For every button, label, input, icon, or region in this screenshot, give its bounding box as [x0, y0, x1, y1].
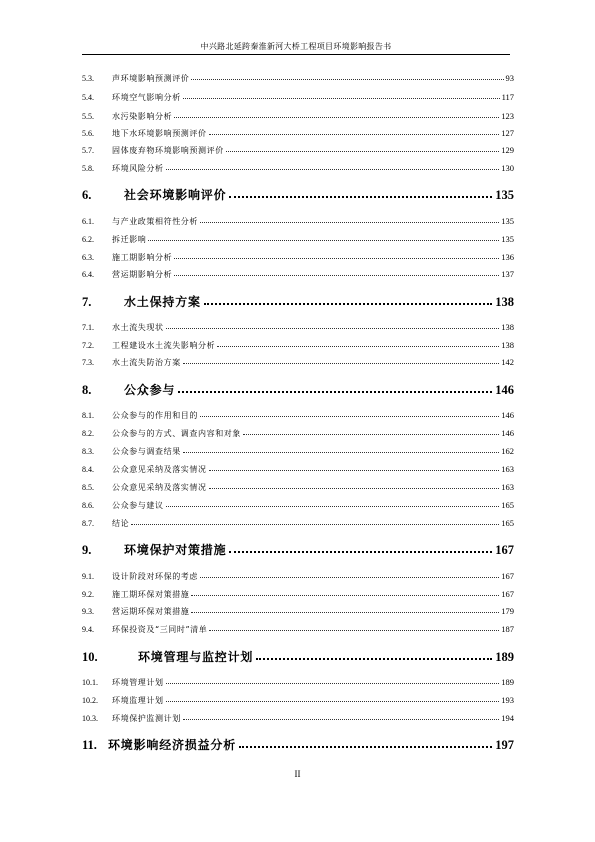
toc-entry-title: 施工期影响分析: [112, 253, 173, 262]
toc-entry-page: 165: [501, 500, 514, 510]
toc-entry-number: 6.1.: [82, 217, 94, 226]
toc-entry-number: 7.1.: [82, 323, 94, 332]
toc-entry[interactable]: [82, 500, 514, 511]
toc-entry-title: 拆迁影响: [112, 235, 147, 244]
toc-entry-number: 10.2.: [82, 696, 98, 705]
toc-entry-page: 163: [501, 464, 514, 474]
toc-chapter-title: 公众参与: [124, 383, 176, 397]
dot-leader: [191, 79, 503, 80]
toc-entry-page: 123: [501, 111, 514, 121]
toc-entry-number: 5.3.: [82, 74, 94, 83]
toc-entry-page: 194: [501, 713, 514, 723]
toc-entry-title: 公众参与调查结果: [112, 447, 181, 456]
dot-leader: [243, 434, 499, 435]
toc-chapter-page: 167: [495, 543, 514, 557]
toc-entry-number: 6.4.: [82, 270, 94, 279]
toc-entry-title: 公众参与的作用和目的: [112, 411, 198, 420]
toc-entry-page: 137: [501, 269, 514, 279]
toc-entry[interactable]: [82, 713, 514, 724]
toc-chapter-number: 10.: [82, 650, 98, 664]
dot-leader: [183, 98, 500, 99]
dot-leader: [174, 258, 499, 259]
toc-entry-page: 162: [501, 446, 514, 456]
dot-leader: [229, 196, 492, 198]
toc-chapter-number: 6.: [82, 188, 92, 202]
dot-leader: [200, 222, 499, 223]
toc-entry-number: 9.2.: [82, 590, 94, 599]
toc-chapter-page: 146: [495, 383, 514, 397]
toc-entry-number: 5.7.: [82, 146, 94, 155]
toc-entry-page: 130: [501, 163, 514, 173]
dot-leader: [209, 630, 499, 631]
toc-chapter-number: 8.: [82, 383, 92, 397]
dot-leader: [200, 577, 499, 578]
toc-entry[interactable]: [82, 606, 514, 617]
toc-entry-number: 8.7.: [82, 519, 94, 528]
toc-entry-page: 129: [501, 145, 514, 155]
dot-leader: [209, 470, 500, 471]
dot-leader: [191, 612, 499, 613]
dot-leader: [183, 719, 499, 720]
toc-chapter-title: 环境管理与监控计划: [138, 650, 254, 664]
dot-leader: [183, 452, 499, 453]
toc-entry-page: 189: [501, 677, 514, 687]
toc-entry[interactable]: [82, 111, 514, 122]
toc-entry-title: 声环境影响预测评价: [112, 74, 190, 83]
toc-entry-page: 135: [501, 234, 514, 244]
toc-chapter-page: 189: [495, 650, 514, 664]
dot-leader: [191, 595, 499, 596]
dot-leader: [166, 701, 500, 702]
toc-chapter[interactable]: [82, 648, 514, 665]
toc-entry[interactable]: [82, 677, 514, 688]
toc-entry[interactable]: [82, 410, 514, 421]
toc-entry-title: 固体废弃物环境影响预测评价: [112, 146, 224, 155]
toc-chapter-title: 社会环境影响评价: [124, 188, 227, 202]
toc-entry-number: 5.8.: [82, 164, 94, 173]
header-divider: [82, 54, 510, 55]
page-number: II: [294, 769, 301, 779]
toc-entry[interactable]: [82, 128, 514, 139]
dot-leader: [166, 506, 500, 507]
toc-entry-title: 施工期环保对策措施: [112, 590, 190, 599]
toc-entry[interactable]: [82, 518, 514, 529]
toc-entry-number: 9.1.: [82, 572, 94, 581]
toc-entry-number: 9.3.: [82, 607, 94, 616]
dot-leader: [217, 346, 499, 347]
toc-entry-title: 环保投资及“三同时”清单: [112, 625, 208, 634]
toc-entry-title: 环境监理计划: [112, 696, 164, 705]
toc-entry[interactable]: [82, 216, 514, 227]
toc-entry[interactable]: [82, 269, 514, 280]
toc-chapter[interactable]: [82, 381, 514, 398]
toc-entry[interactable]: [82, 446, 514, 457]
toc-entry[interactable]: [82, 482, 514, 493]
dot-leader: [166, 683, 500, 684]
toc-chapter-title: 环境保护对策措施: [124, 543, 227, 557]
toc-entry-page: 193: [501, 695, 514, 705]
toc-entry[interactable]: [82, 340, 514, 351]
toc-entry-number: 6.2.: [82, 235, 94, 244]
toc-entry-page: 136: [501, 252, 514, 262]
toc-entry[interactable]: [82, 464, 514, 475]
toc-entry-title: 与产业政策相符性分析: [112, 217, 198, 226]
toc-chapter-title: 水土保持方案: [124, 295, 201, 309]
toc-entry-number: 6.3.: [82, 253, 94, 262]
toc-entry-title: 公众意见采纳及落实情况: [112, 483, 207, 492]
dot-leader: [166, 328, 500, 329]
dot-leader: [166, 169, 500, 170]
toc-chapter-page: 135: [495, 188, 514, 202]
toc-entry[interactable]: [82, 357, 514, 368]
toc-entry[interactable]: [82, 92, 514, 103]
dot-leader: [204, 303, 492, 305]
toc-entry-page: 117: [501, 92, 514, 102]
toc-entry-page: 187: [501, 624, 514, 634]
toc-entry-number: 10.3.: [82, 714, 98, 723]
toc-entry-title: 环境风险分析: [112, 164, 164, 173]
dot-leader: [148, 240, 499, 241]
toc-entry-number: 8.6.: [82, 501, 94, 510]
toc-entry-page: 163: [501, 482, 514, 492]
toc-entry-number: 8.4.: [82, 465, 94, 474]
toc-entry[interactable]: [82, 73, 514, 84]
dot-leader: [226, 151, 499, 152]
toc-chapter-page: 138: [495, 295, 514, 309]
toc-entry-title: 公众参与建议: [112, 501, 164, 510]
toc-entry[interactable]: [82, 428, 514, 439]
toc-entry-page: 167: [501, 571, 514, 581]
toc-entry-title: 环境空气影响分析: [112, 93, 181, 102]
toc-entry-title: 水土流失防治方案: [112, 358, 181, 367]
dot-leader: [200, 416, 499, 417]
toc-entry-title: 环境管理计划: [112, 678, 164, 687]
toc-chapter-number: 7.: [82, 295, 92, 309]
dot-leader: [183, 363, 499, 364]
toc-entry-number: 5.5.: [82, 112, 94, 121]
toc-entry-number: 9.4.: [82, 625, 94, 634]
toc-entry-title: 设计阶段对环保的考虑: [112, 572, 198, 581]
dot-leader: [229, 551, 492, 553]
toc-entry-number: 5.6.: [82, 129, 94, 138]
toc-entry-title: 公众参与的方式、调查内容和对象: [112, 429, 241, 438]
dot-leader: [174, 275, 499, 276]
dot-leader: [239, 746, 492, 748]
toc-chapter-page: 197: [495, 738, 514, 752]
toc-entry-title: 营运期影响分析: [112, 270, 173, 279]
toc-entry-title: 结论: [112, 519, 130, 528]
toc-entry-title: 环境保护监测计划: [112, 714, 181, 723]
toc-entry-title: 工程建设水土流失影响分析: [112, 341, 216, 350]
toc-entry[interactable]: [82, 589, 514, 600]
toc-entry-page: 138: [501, 340, 514, 350]
toc-entry-page: 93: [505, 73, 514, 83]
toc-entry-page: 146: [501, 410, 514, 420]
toc-entry-title: 营运期环保对策措施: [112, 607, 190, 616]
toc-entry-page: 142: [501, 357, 514, 367]
toc-entry-page: 127: [501, 128, 514, 138]
toc-entry-number: 5.4.: [82, 93, 94, 102]
toc-entry[interactable]: [82, 322, 514, 333]
toc-chapter-number: 11.: [82, 738, 97, 752]
toc-entry[interactable]: [82, 571, 514, 582]
toc-entry-page: 179: [501, 606, 514, 616]
toc-entry[interactable]: [82, 624, 514, 635]
toc-entry-number: 8.3.: [82, 447, 94, 456]
toc-entry[interactable]: [82, 252, 514, 263]
toc-entry-number: 7.3.: [82, 358, 94, 367]
toc-entry-number: 10.1.: [82, 678, 98, 687]
toc-entry-page: 146: [501, 428, 514, 438]
toc-entry-page: 138: [501, 322, 514, 332]
toc-entry-title: 公众意见采纳及落实情况: [112, 465, 207, 474]
toc-entry-title: 地下水环境影响预测评价: [112, 129, 207, 138]
dot-leader: [209, 488, 500, 489]
toc-entry-number: 8.1.: [82, 411, 94, 420]
toc-entry-number: 8.2.: [82, 429, 94, 438]
toc-chapter-title: 环境影响经济损益分析: [108, 738, 237, 752]
dot-leader: [209, 134, 500, 135]
dot-leader: [174, 117, 499, 118]
toc-entry-page: 165: [501, 518, 514, 528]
toc-entry[interactable]: [82, 145, 514, 156]
toc-entry[interactable]: [82, 695, 514, 706]
toc-entry[interactable]: [82, 234, 514, 245]
toc-entry-page: 135: [501, 216, 514, 226]
toc-entry-number: 8.5.: [82, 483, 94, 492]
toc-chapter[interactable]: [82, 293, 514, 310]
toc-entry-page: 167: [501, 589, 514, 599]
toc-chapter[interactable]: [82, 736, 514, 753]
toc-chapter[interactable]: [82, 186, 514, 203]
toc-entry-title: 水土流失现状: [112, 323, 164, 332]
dot-leader: [131, 524, 499, 525]
toc-entry-title: 水污染影响分析: [112, 112, 173, 121]
toc-entry[interactable]: [82, 163, 514, 174]
toc-chapter[interactable]: [82, 541, 514, 558]
document-title: 中兴路北延跨秦淮新河大桥工程项目环境影响报告书: [200, 42, 392, 51]
toc-chapter-number: 9.: [82, 543, 92, 557]
toc-entry-number: 7.2.: [82, 341, 94, 350]
dot-leader: [256, 658, 492, 660]
dot-leader: [178, 391, 492, 393]
